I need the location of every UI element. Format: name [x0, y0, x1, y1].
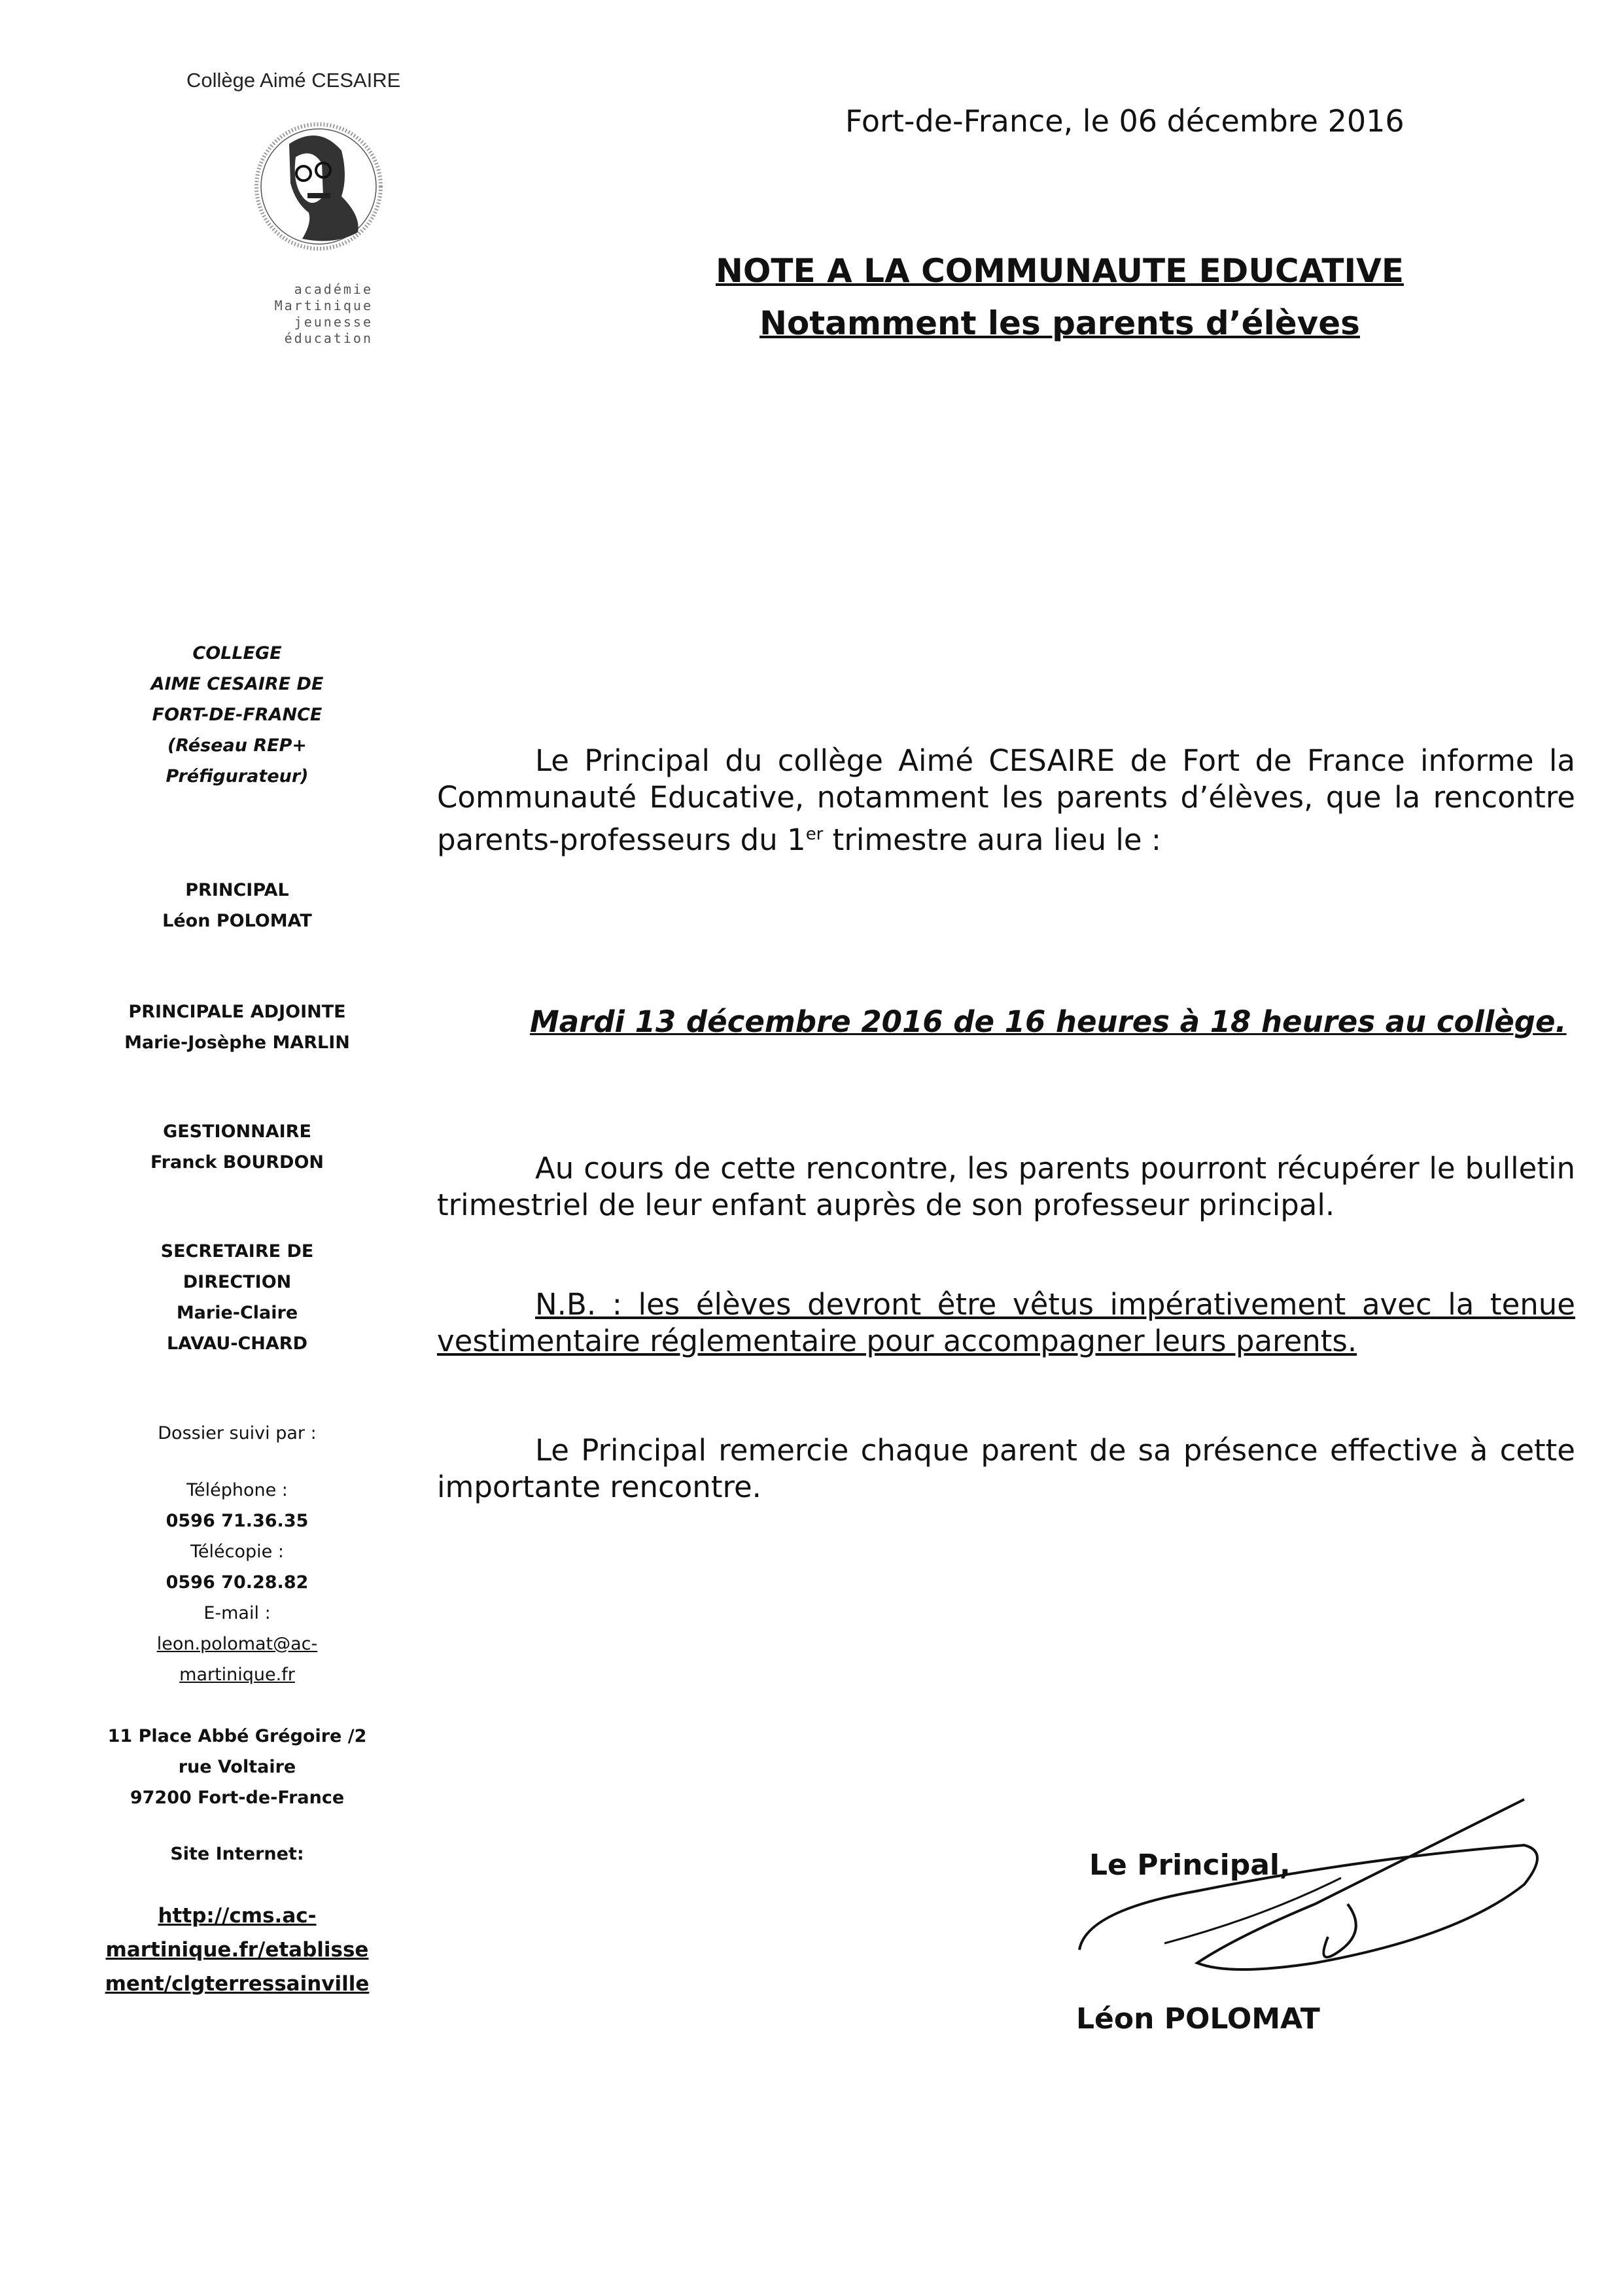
college-line: COLLEGE [192, 643, 282, 663]
sidebar-college [98, 638, 376, 792]
logo-line: jeunesse [294, 314, 373, 330]
meeting-date: Mardi 13 décembre 2016 de 16 heures à 18 heures au collège. [530, 1004, 1567, 1039]
letter-date: Fort-de-France, le 06 décembre 2016 [845, 103, 1405, 139]
sidebar-adjointe [98, 997, 376, 1058]
tel-label: Téléphone : [186, 1480, 288, 1500]
fax-number: 0596 70.28.82 [166, 1572, 309, 1593]
paragraph-thanks: Le Principal remercie chaque parent de sa présence effective à cette importante rencontre. [437, 1433, 1575, 1504]
college-line: AIME CESAIRE DE [150, 674, 324, 694]
school-logo-portrait [250, 118, 387, 255]
secretaire-role: SECRETAIRE DE [160, 1241, 314, 1262]
college-line: Préfigurateur) [166, 766, 309, 786]
paragraph-nb: N.B. : les élèves devront être vêtus impérativement avec la tenue vestimentaire réglementaire pour accompagner leurs parents. [437, 1287, 1575, 1358]
academie-logo-text [242, 281, 373, 347]
sidebar-address [98, 1721, 376, 1813]
college-line: (Réseau REP+ [167, 735, 307, 756]
sidebar-secretaire [98, 1236, 376, 1359]
site-link[interactable]: http://cms.ac- [158, 1904, 317, 1928]
email-link[interactable]: leon.polomat@ac- [156, 1634, 318, 1654]
college-line: FORT-DE-FRANCE [152, 705, 323, 725]
ordinal-suffix: er [805, 824, 824, 844]
dossier-label: Dossier suivi par : [158, 1423, 317, 1443]
adjointe-role: PRINCIPALE ADJOINTE [128, 1002, 346, 1022]
address-line: 97200 Fort-de-France [130, 1788, 345, 1808]
site-label [98, 1839, 376, 1869]
intro-text-end: trimestre aura lieu le : [823, 822, 1162, 857]
site-link[interactable]: martinique.fr/etablisse [105, 1938, 369, 1962]
sidebar-gestionnaire [98, 1116, 376, 1178]
school-name: Collège Aimé CESAIRE [186, 69, 401, 92]
logo-line: éducation [284, 330, 373, 346]
logo-line: académie [294, 281, 373, 297]
handwritten-signature [1066, 1780, 1550, 1996]
principal-name: Léon POLOMAT [162, 911, 312, 931]
email-label: E-mail : [203, 1603, 271, 1623]
adjointe-name: Marie-Josèphe MARLIN [124, 1033, 350, 1053]
secretaire-name: Marie-Claire [176, 1303, 298, 1323]
paragraph-bulletin: Au cours de cette rencontre, les parents pourront récupérer le bulletin trimestriel de leur enfant auprès de son professeur principal. [437, 1151, 1575, 1222]
address-line: 11 Place Abbé Grégoire /2 [107, 1726, 367, 1746]
sidebar-contact [98, 1475, 376, 1690]
sidebar-principal [98, 875, 376, 936]
site-link[interactable]: ment/clgterressainville [105, 1972, 370, 1996]
sidebar-site [98, 1899, 376, 2001]
gestionnaire-name: Franck BOURDON [150, 1152, 324, 1173]
paragraph-intro [437, 743, 1575, 858]
email-link[interactable]: martinique.fr [179, 1665, 295, 1685]
title-line-1: NOTE A LA COMMUNAUTE EDUCATIVE [715, 252, 1404, 290]
secretaire-name: LAVAU-CHARD [166, 1333, 308, 1354]
tel-number: 0596 71.36.35 [166, 1511, 309, 1531]
logo-line: Martinique [274, 298, 373, 313]
site-label-text: Site Internet: [170, 1844, 304, 1864]
principal-role: PRINCIPAL [185, 880, 289, 900]
fax-label: Télécopie : [190, 1542, 284, 1562]
signature-role: Le Principal, [1089, 1848, 1291, 1882]
intro-text: Le Principal du collège Aimé CESAIRE de Fort de France informe la Communauté Educative, notamment les parents d’élèves, que la rencontre parents-professeurs du 1 [437, 743, 1575, 857]
gestionnaire-role: GESTIONNAIRE [163, 1122, 311, 1142]
secretaire-role: DIRECTION [183, 1272, 292, 1292]
signature-name: Léon POLOMAT [1076, 2002, 1320, 2036]
address-line: rue Voltaire [178, 1757, 296, 1777]
title-line-2: Notamment les parents d’élèves [759, 304, 1360, 342]
